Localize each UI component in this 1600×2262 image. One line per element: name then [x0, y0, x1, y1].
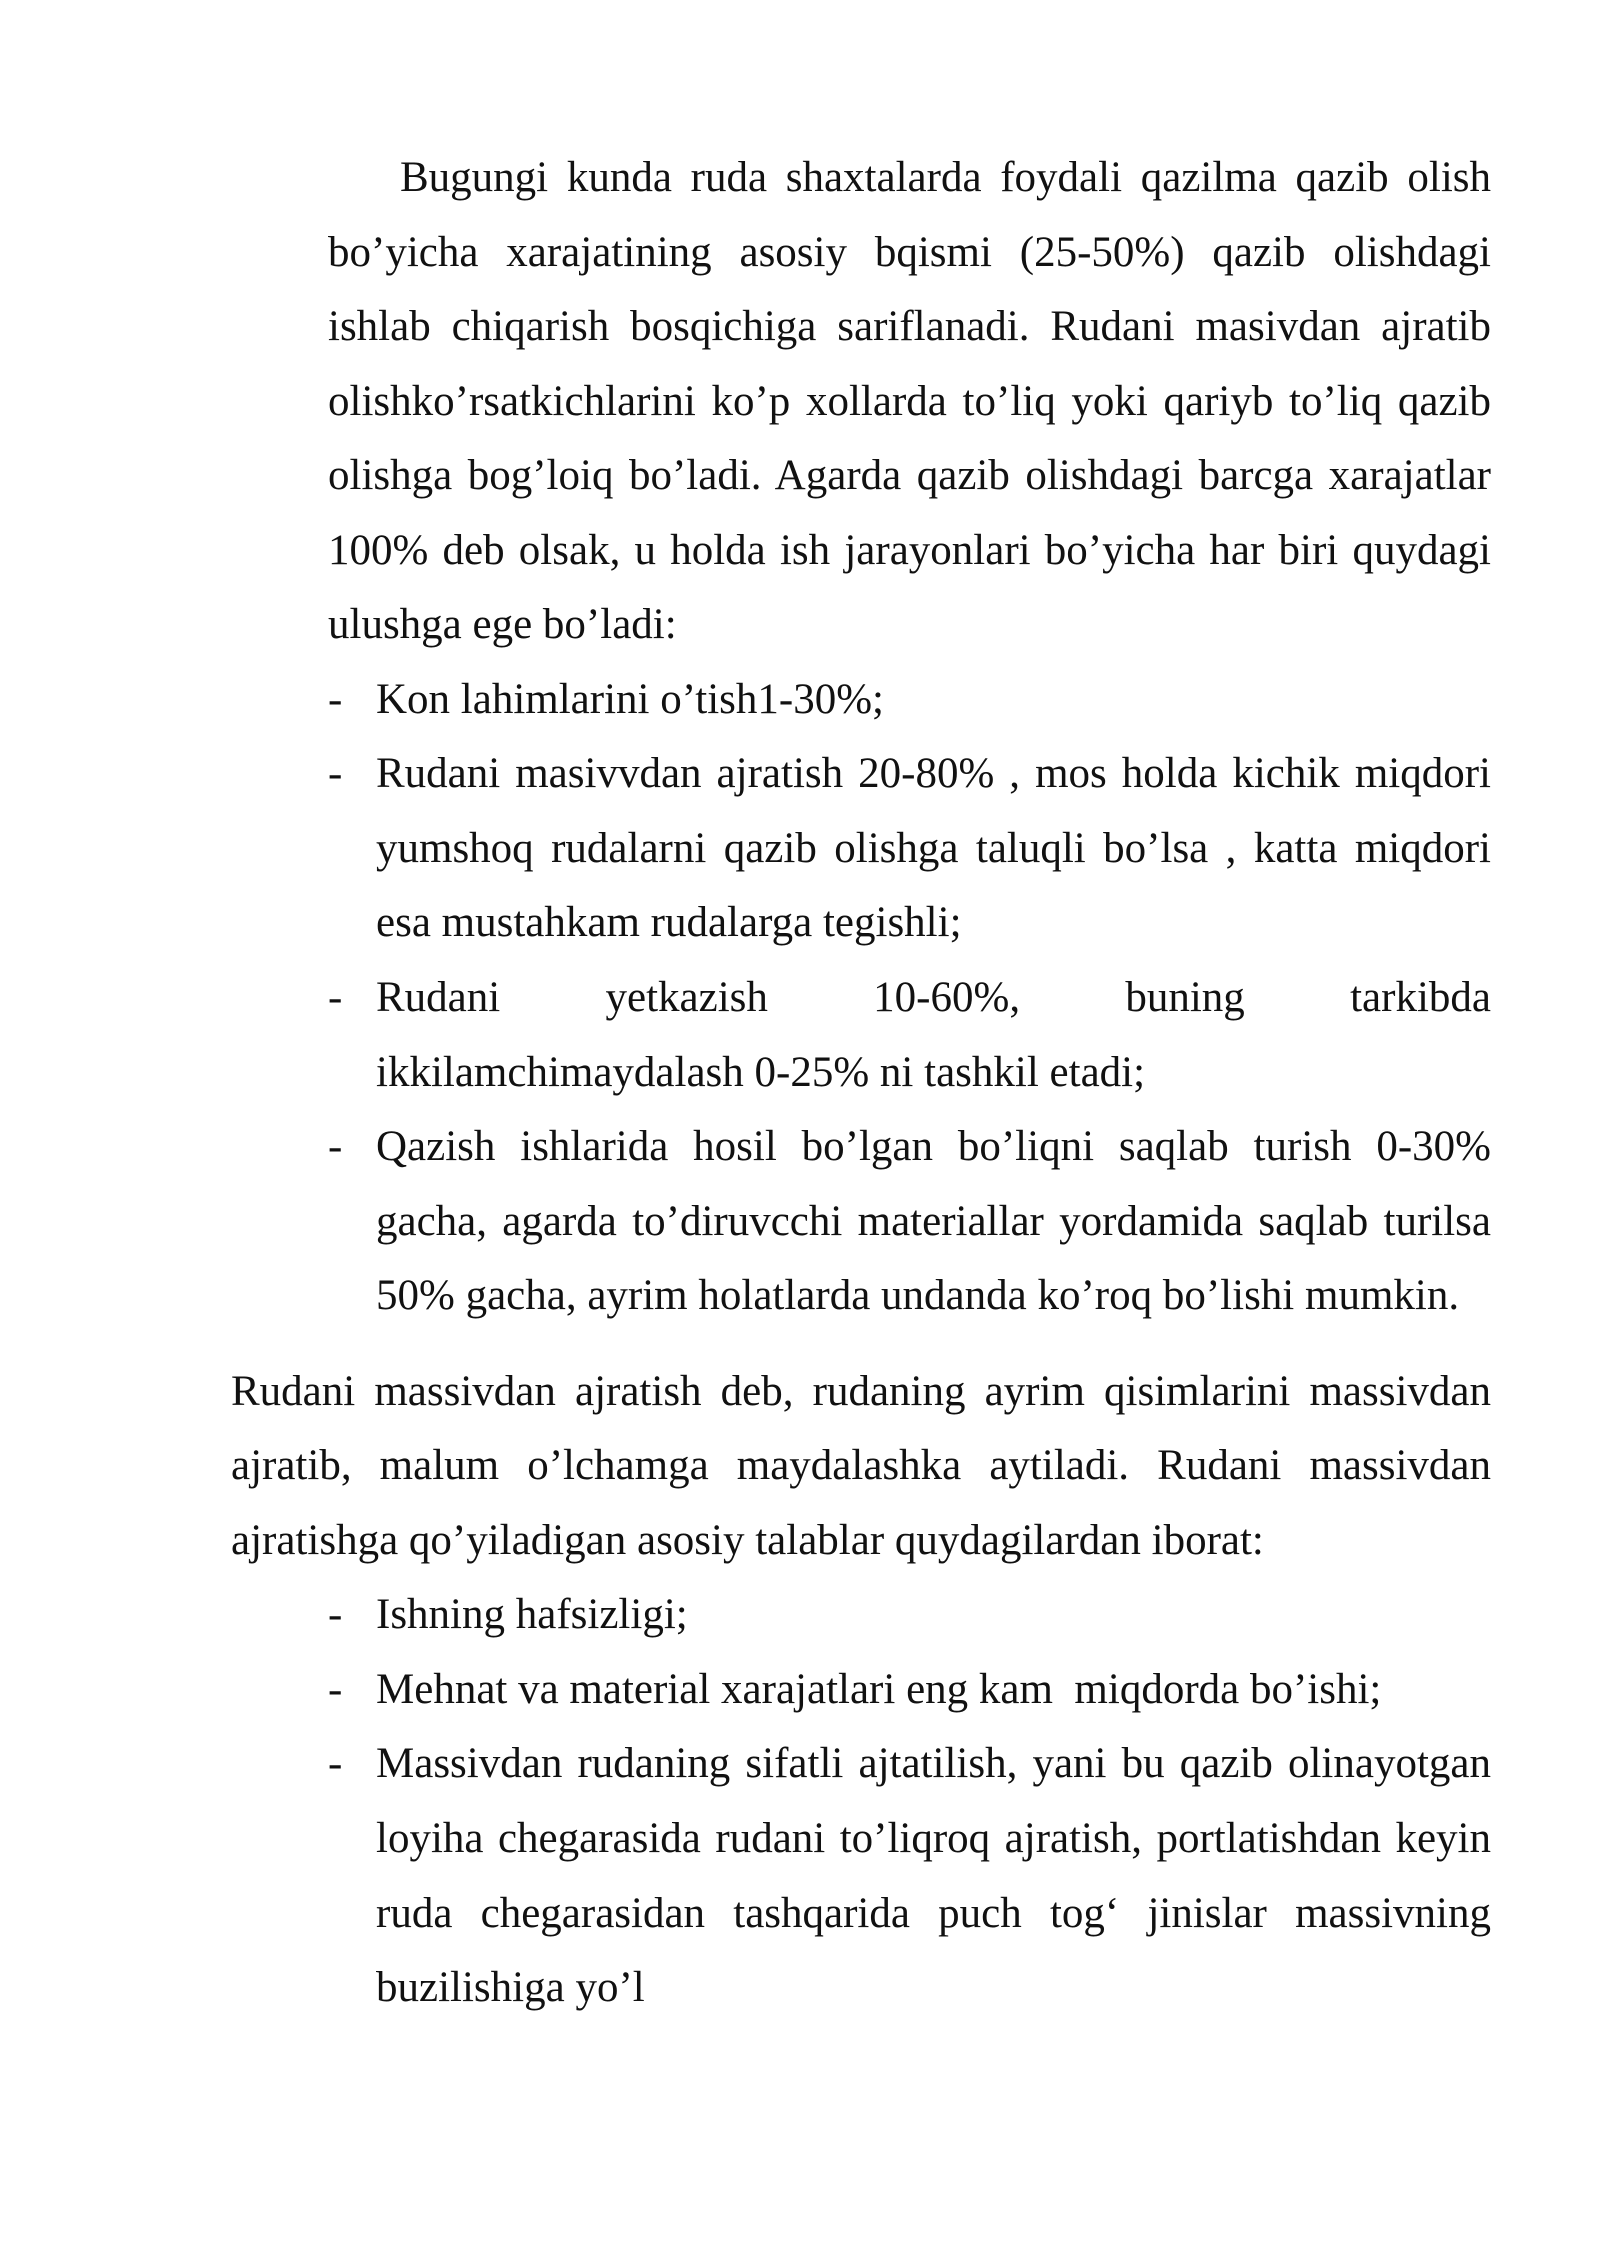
list-item-line: Qazish ishlarida hosil bo’lgan bo’liqni saqlab turish 0-30% — [376, 1123, 1491, 1171]
list-item-line: Mehnat va material xarajatlari eng kam miqdorda bo’ishi; — [376, 1665, 1382, 1713]
list-item — [328, 737, 1491, 961]
list-bullet: - — [328, 750, 343, 798]
list-bullet: - — [328, 675, 343, 723]
paragraph-line: olishga bog’loiq bo’ladi. Agarda qazib olishdagi barcga xarajatlar — [328, 452, 1491, 500]
paragraph-line: ajratishga qo’yiladigan asosiy talablar quydagilardan iborat: — [231, 1516, 1264, 1564]
list-item — [328, 1653, 1491, 1728]
paragraph-line: ajratib, malum o’lchamga maydalashka aytiladi. Rudani massivdan — [231, 1442, 1491, 1490]
list-item-line: esa mustahkam rudalarga tegishli; — [376, 899, 962, 947]
list-item-line: buzilishiga yo’l — [376, 1964, 645, 2012]
list-item — [328, 961, 1491, 1110]
list-item — [328, 663, 1491, 738]
document-body — [0, 141, 1600, 2026]
list-item-line: yumshoq rudalarni qazib olishga taluqli bo’lsa , katta miqdori — [376, 824, 1491, 872]
list-item — [328, 1727, 1491, 2025]
paragraph-line: olishko’rsatkichlarini ko’p xollarda to’liq yoki qariyb to’liq qazib — [328, 377, 1491, 425]
definition-paragraph — [231, 1355, 1491, 1579]
list-item-line: Rudani masivvdan ajratish 20-80% , mos holda kichik miqdori — [376, 750, 1491, 798]
paragraph-line: ulushga ege bo’ladi: — [328, 601, 677, 649]
list-item-line: Kon lahimlarini o’tish1-30%; — [376, 675, 884, 723]
list-item-line: gacha, agarda to’diruvcchi materiallar yordamida saqlab turilsa — [376, 1197, 1491, 1245]
list-item-line: ikkilamchimaydalash 0-25% ni tashkil etadi; — [376, 1048, 1146, 1096]
paragraph-line: 100% deb olsak, u holda ish jarayonlari bo’yicha har biri quydagi — [328, 526, 1491, 574]
list-item — [328, 1578, 1491, 1653]
list-bullet: - — [328, 1740, 343, 1788]
list-item-line: Massivdan rudaning sifatli ajtatilish, yani bu qazib olinayotgan — [376, 1740, 1491, 1788]
requirements-list — [328, 1578, 1491, 2025]
list-item-line: Rudani yetkazish 10-60%, buning tarkibda — [376, 974, 1491, 1022]
list-bullet: - — [328, 1665, 343, 1713]
list-item — [328, 1110, 1491, 1334]
paragraph-line: Rudani massivdan ajratish deb, rudaning ayrim qisimlarini massivdan — [231, 1367, 1491, 1415]
list-bullet: - — [328, 1591, 343, 1639]
list-item-line: ruda chegarasidan tashqarida puch tog‘ jinislar massivning — [376, 1889, 1491, 1937]
list-item-line: 50% gacha, ayrim holatlarda undanda ko’roq bo’lishi mumkin. — [376, 1272, 1460, 1320]
paragraph-line: bo’yicha xarajatining asosiy bqismi (25-50%) qazib olishdagi — [328, 228, 1491, 276]
intro-paragraph — [328, 141, 1491, 663]
list-bullet: - — [328, 974, 343, 1022]
list-item-line: Ishning hafsizligi; — [376, 1591, 688, 1639]
paragraph-line: Bugungi kunda ruda shaxtalarda foydali qazilma qazib olish — [400, 154, 1491, 201]
list-bullet: - — [328, 1123, 343, 1171]
paragraph-line: ishlab chiqarish bosqichiga sariflanadi. Rudani masivdan ajratib — [328, 303, 1491, 351]
cost-share-list — [328, 663, 1491, 1334]
list-item-line: loyiha chegarasida rudani to’liqroq ajratish, portlatishdan keyin — [376, 1815, 1491, 1863]
